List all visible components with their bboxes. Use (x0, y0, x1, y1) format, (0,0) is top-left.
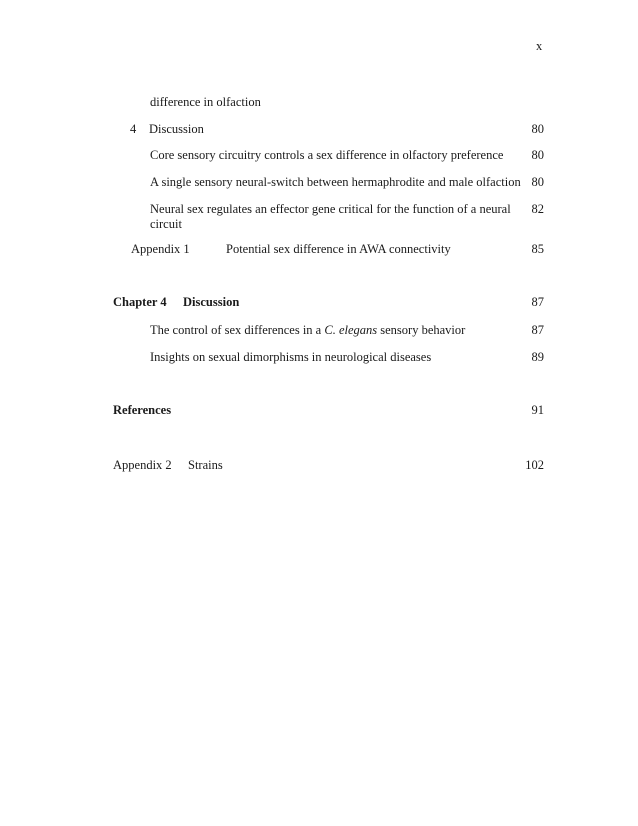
page-number: x (536, 39, 543, 53)
toc-page-number: 80 (531, 148, 544, 162)
toc-entry-title: A single sensory neural-switch between hermaphrodite and male olfaction (150, 175, 521, 189)
toc-page-number: 87 (531, 295, 544, 309)
toc-appendix-label: Appendix 2 (113, 458, 172, 472)
toc-page-number: 80 (531, 175, 544, 189)
toc-section-title: Discussion (149, 122, 204, 136)
toc-entry-title-line1: Neural sex regulates an effector gene critical for the function of a neural (150, 202, 511, 216)
toc-entry-title: Potential sex difference in AWA connectivity (226, 242, 451, 256)
toc-entry-title-line2: circuit (150, 217, 182, 231)
toc-entry-title (150, 323, 465, 338)
toc-entry-title: Strains (188, 458, 223, 472)
toc-page-number: 85 (531, 242, 544, 256)
toc-references-title: References (113, 403, 172, 417)
toc-page-number: 102 (525, 458, 544, 472)
toc-entry-title-part2: sensory behavior (380, 323, 466, 337)
toc-page-number: 80 (531, 122, 544, 136)
toc-entry-title: Core sensory circuitry controls a sex difference in olfactory preference (150, 148, 504, 162)
toc-entry-title-species: C. elegans (324, 323, 378, 337)
toc-entry-continued-title: difference in olfaction (150, 95, 261, 109)
toc-appendix-label: Appendix 1 (131, 242, 190, 256)
toc-section-number: 4 (130, 122, 137, 136)
toc-page-number: 87 (531, 323, 544, 337)
toc-entry-title: Insights on sexual dimorphisms in neurological diseases (150, 350, 432, 364)
toc-chapter-title: Discussion (183, 295, 240, 309)
toc-entry-title-part1: The control of sex differences in a (150, 323, 322, 337)
toc-chapter-label: Chapter 4 (113, 295, 167, 309)
toc-page-number: 91 (531, 403, 544, 417)
toc-page-number: 89 (531, 350, 544, 364)
toc-page-number: 82 (531, 202, 544, 216)
